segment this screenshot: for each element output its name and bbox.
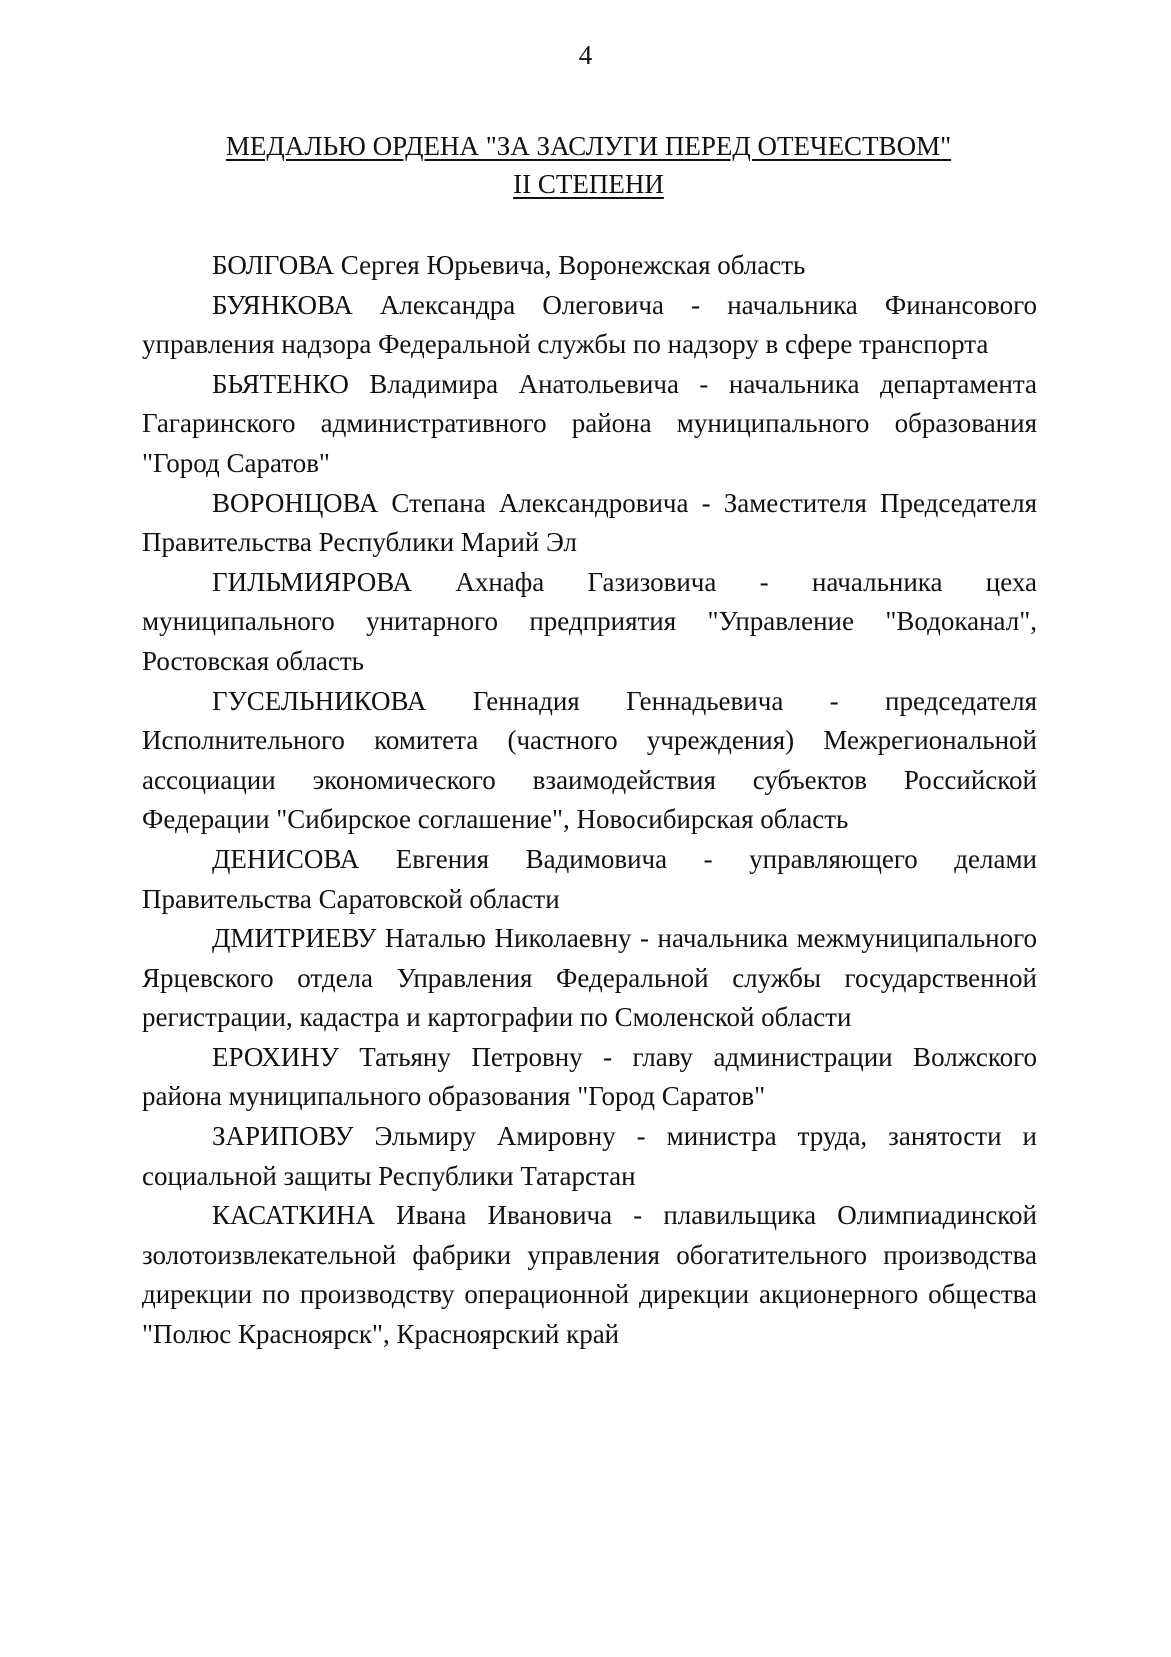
award-list [142, 246, 1037, 1355]
award-entry: ГУСЕЛЬНИКОВА Геннадия Геннадьевича - председателя Исполнительного комитета (частного учреждения) Межрегиональной ассоциации экономического взаимодействия субъектов Российской Федерации "Сибирское соглашение", Новосибирская область [142, 685, 1037, 835]
award-entry: БОЛГОВА Сергея Юрьевича, Воронежская область [212, 250, 806, 280]
section-heading [140, 127, 1037, 203]
heading-line-1: МЕДАЛЬЮ ОРДЕНА "ЗА ЗАСЛУГИ ПЕРЕД ОТЕЧЕСТВОМ" [225, 131, 952, 161]
award-entry: БЬЯТЕНКО Владимира Анатольевича - начальника департамента Гагаринского административного района муниципального образования "Город Саратов" [142, 368, 1037, 478]
award-entry: ЗАРИПОВУ Эльмиру Амировну - министра труда, занятости и социальной защиты Республики Татарстан [142, 1121, 1037, 1191]
award-entry: ДЕНИСОВА Евгения Вадимовича - управляющего делами Правительства Саратовской области [142, 843, 1037, 914]
award-entry: ВОРОНЦОВА Степана Александровича - Заместителя Председателя Правительства Республики Марий Эл [142, 487, 1037, 558]
award-entry: ЕРОХИНУ Татьяну Петровну - главу администрации Волжского района муниципального образования "Город Саратов" [142, 1041, 1037, 1112]
award-entry: БУЯНКОВА Александра Олеговича - начальника Финансового управления надзора Федеральной службы по надзору в сфере транспорта [142, 289, 1037, 360]
award-entry: КАСАТКИНА Ивана Ивановича - плавильщика Олимпиадинской золотоизвлекательной фабрики управления обогатительного производства дирекции по производству операционной дирекции акционерного общества "Полюс Красноярск", Красноярский край [142, 1200, 1037, 1350]
award-entry: ГИЛЬМИЯРОВА Ахнафа Газизовича - начальника цеха муниципального унитарного предприятия "Управление "Водоканал", Ростовская область [142, 566, 1037, 676]
award-entry: ДМИТРИЕВУ Наталью Николаевну - начальника межмуниципального Ярцевского отдела Управления Федеральной службы государственной регистрации, кадастра и картографии по Смоленской области [142, 923, 1037, 1033]
heading-line-2: II СТЕПЕНИ [513, 169, 664, 199]
page-number: 4 [578, 40, 593, 70]
